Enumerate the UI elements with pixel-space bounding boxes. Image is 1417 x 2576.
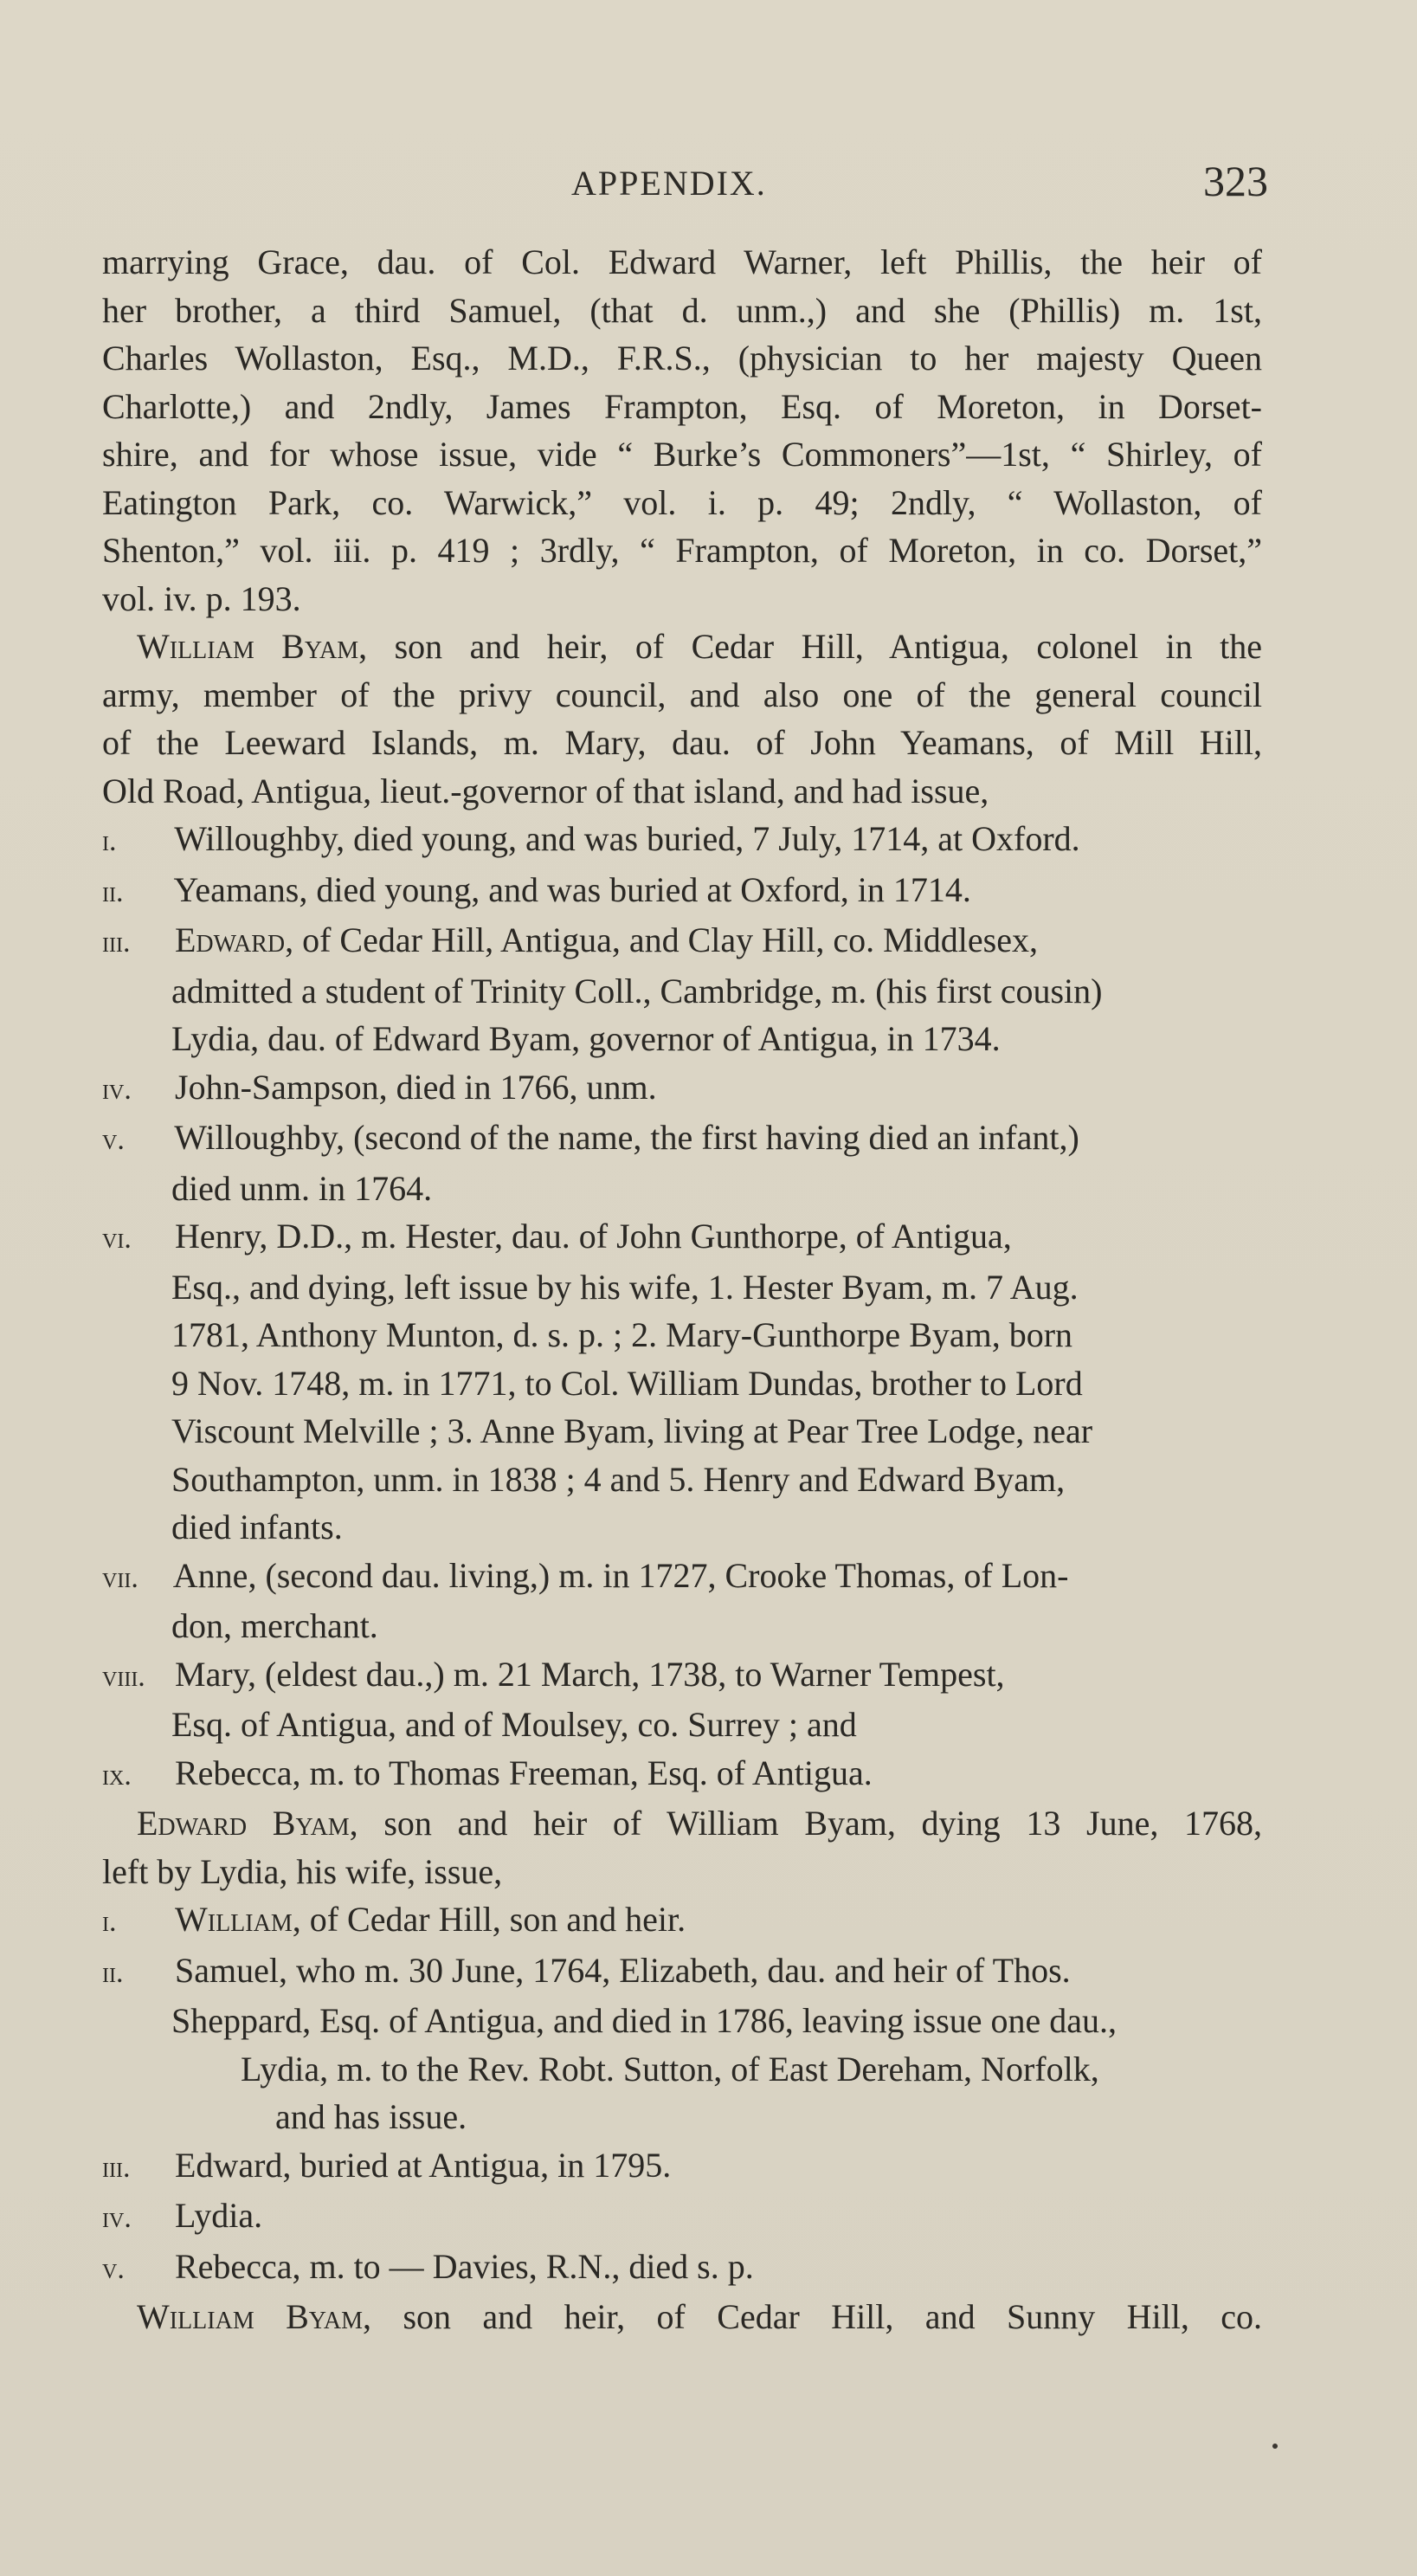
roman-numeral: iii. — [102, 2151, 131, 2184]
roman-numeral: ix. — [102, 1759, 132, 1792]
paragraph-edward-line: Edward Byam, son and heir of William Byam, dying 13 June, 1768, — [137, 1804, 1262, 1843]
running-title: APPENDIX. — [571, 164, 767, 203]
paragraph-1-line: Eatington Park, co. Warwick,” vol. i. p. 49; 2ndly, “ Wollaston, of — [102, 482, 1262, 522]
list-item: ii. Yeamans, died young, and was buried at Oxford, in 1714. — [102, 866, 1262, 917]
name-lead: William, — [175, 1900, 301, 1939]
body-text — [102, 238, 1262, 2341]
name-lead: William Byam, — [137, 627, 368, 666]
roman-numeral: v. — [102, 1124, 125, 1156]
issue-list-william — [102, 815, 1262, 1799]
roman-numeral: i. — [102, 1906, 117, 1938]
paragraph-1-line: Charles Wollaston, Esq., M.D., F.R.S., (physician to her majesty Queen — [102, 339, 1262, 378]
paragraph-1-line: Shenton,” vol. iii. p. 419 ; 3rdly, “ Frampton, of Moreton, in co. Dorset,” — [102, 531, 1262, 570]
roman-numeral: v. — [102, 2252, 125, 2285]
roman-numeral: ii. — [102, 1956, 124, 1989]
roman-numeral: iv. — [102, 1073, 132, 1106]
roman-numeral: viii. — [102, 1660, 145, 1693]
paragraph-1-line: Charlotte,) and 2ndly, James Frampton, Esq. of Moreton, in Dorset- — [102, 386, 1262, 426]
list-item: v. Willoughby, (second of the name, the first having died an infant,) died unm. in 1764. — [102, 1118, 1079, 1208]
paragraph-2-line: William Byam, son and heir, of Cedar Hill, Antigua, colonel in the — [137, 627, 1263, 666]
closing-line: William Byam, son and heir, of Cedar Hill, and Sunny Hill, co. — [137, 2297, 1262, 2336]
running-head — [0, 156, 1417, 216]
list-item: i. Willoughby, died young, and was buried, 7 July, 1714, at Oxford. — [102, 815, 1262, 866]
paragraph-1-line: shire, and for whose issue, vide “ Burke’s Commoners”—1st, “ Shirley, of — [102, 435, 1262, 474]
roman-numeral: vi. — [102, 1223, 132, 1255]
roman-numeral: iii. — [102, 926, 131, 959]
paragraph-2-line: Old Road, Antigua, lieut.-governor of that island, and had issue, — [102, 771, 989, 810]
roman-numeral: i. — [102, 825, 117, 857]
paragraph-2-line: army, member of the privy council, and also one of the general council — [102, 675, 1262, 714]
name-lead: Edward Byam, — [137, 1804, 358, 1843]
paragraph-1-line: marrying Grace, dau. of Col. Edward Warner, left Phillis, the heir of — [102, 242, 1262, 281]
list-item: iv. Lydia. — [102, 2192, 1262, 2243]
paragraph-2-line: of the Leeward Islands, m. Mary, dau. of John Yeamans, of Mill Hill, — [102, 723, 1262, 762]
list-item: ii. Samuel, who m. 30 June, 1764, Elizabeth, dau. and heir of Thos. Sheppard, Esq. of Antigua, and died in 1786, leaving issue one dau., — [102, 1950, 1117, 2040]
list-item: viii. Mary, (eldest dau.,) m. 21 March, 1738, to Warner Tempest, Esq. of Antigua, and of Moulsey, co. Surrey ; and — [102, 1654, 1005, 1744]
list-item: vi. Henry, D.D., m. Hester, dau. of John Gunthorpe, of Antigua, Esq., and dying, left issue by his wife, 1. Hester Byam, m. 7 Aug. 1781, Anthony Munton, d. s. p. ; 2. Mary-Gunthorpe Byam, born 9 Nov. 1748, m. in 1771, to Col. William Dundas, brother to Lord Viscount Melville ; 3. Anne Byam, living at Pear Tree Lodge, near Southampton, unm. in 1838 ; 4 and 5. Henry and Edward Byam, died infants. — [102, 1217, 1093, 1546]
roman-numeral: vii. — [102, 1561, 138, 1594]
paragraph-1-line: vol. iv. p. 193. — [102, 578, 301, 618]
ink-spot — [1272, 2444, 1278, 2449]
paragraph-1-line: her brother, a third Samuel, (that d. unm.,) and she (Phillis) m. 1st, — [102, 290, 1262, 330]
list-item: iv. John-Sampson, died in 1766, unm. — [102, 1063, 1262, 1114]
list-item-continuation: Lydia, m. to the Rev. Robt. Sutton, of East Dereham, Norfolk, and has issue. — [241, 2049, 1099, 2136]
roman-numeral: iv. — [102, 2202, 132, 2234]
list-item: v. Rebecca, m. to — Davies, R.N., died s. p. — [102, 2243, 1262, 2294]
issue-list-edward — [102, 1895, 1262, 2293]
paragraph-edward-line: left by Lydia, his wife, issue, — [102, 1851, 503, 1891]
list-item: ix. Rebecca, m. to Thomas Freeman, Esq. of Antigua. — [102, 1749, 1262, 1800]
list-item: iii. Edward, buried at Antigua, in 1795. — [102, 2141, 1262, 2192]
list-item: iii. Edward, of Cedar Hill, Antigua, and Clay Hill, co. Middlesex, admitted a student of Trinity Coll., Cambridge, m. (his first cousin) Lydia, dau. of Edward Byam, governor of Antigua, in 1734. — [102, 920, 1103, 1058]
list-item: vii. Anne, (second dau. living,) m. in 1727, Crooke Thomas, of Lon- don, merchant. — [102, 1555, 1069, 1645]
list-item: i. William, of Cedar Hill, son and heir. — [102, 1895, 1262, 1947]
roman-numeral: ii. — [102, 875, 124, 908]
page-number: 323 — [1203, 157, 1268, 205]
name-lead: William Byam, — [137, 2297, 372, 2336]
name-lead: Edward, — [175, 920, 294, 959]
